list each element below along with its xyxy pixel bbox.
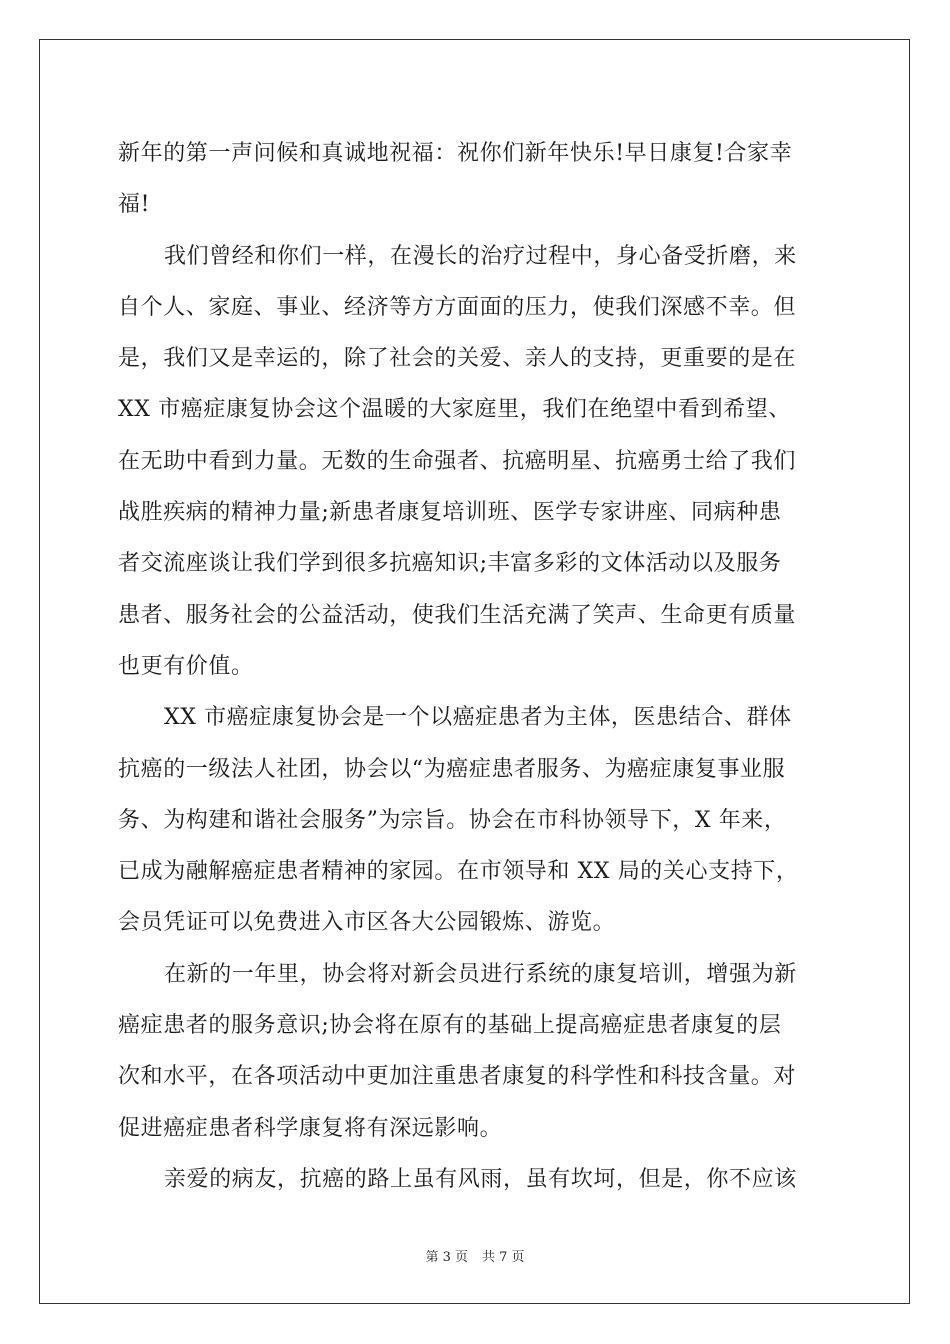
text-line: 次和水平，在各项活动中更加注重患者康复的科学性和科技含量。对 xyxy=(118,1064,797,1090)
text-line: 已成为融解癌症患者精神的家园。在市领导和 XX 局的关心支持下， xyxy=(118,859,799,885)
text-line: 患者、服务社会的公益活动，使我们生活充满了笑声、生命更有质量 xyxy=(118,602,797,628)
text-line: 促进癌症患者科学康复将有深远影响。 xyxy=(118,1115,503,1141)
text-line: 抗癌的一级法人社团，协会以“为癌症患者服务、为癌症康复事业服 xyxy=(118,756,786,782)
text-line: 战胜疾病的精神力量;新患者康复培训班、医学专家讲座、同病种患 xyxy=(118,500,782,526)
document-body xyxy=(118,128,833,1205)
text-line: 新年的第一声问候和真诚地祝福：祝你们新年快乐!早日康复!合家幸 xyxy=(118,141,793,166)
text-line: 是，我们又是幸运的，除了社会的关爱、亲人的支持，更重要的是在 xyxy=(118,346,797,372)
text-line: 者交流座谈让我们学到很多抗癌知识;丰富多彩的文体活动以及服务 xyxy=(118,551,782,577)
page-number: 第 3 页 xyxy=(425,1250,468,1265)
text-line: 也更有价值。 xyxy=(118,653,254,679)
paragraph-start-line: 我们曾经和你们一样，在漫长的治疗过程中，身心备受折磨，来 xyxy=(164,243,797,269)
page-footer xyxy=(0,1246,950,1265)
text-line: 会员凭证可以免费进入市区各大公园锻炼、游览。 xyxy=(118,910,616,936)
text-line: 在无助中看到力量。无数的生命强者、抗癌明星、抗癌勇士给了我们 xyxy=(118,448,797,474)
paragraph-start-line: XX 市癌症康复协会是一个以癌症患者为主体，医患结合、群体 xyxy=(164,705,792,731)
text-line: 自个人、家庭、事业、经济等方方面面的压力，使我们深感不幸。但 xyxy=(118,294,797,320)
page-total: 共 7 页 xyxy=(482,1250,525,1265)
text-line: 福! xyxy=(118,192,151,218)
paragraph-start-line: 亲爱的病友，抗癌的路上虽有风雨，虽有坎坷，但是，你不应该 xyxy=(164,1166,797,1192)
paragraph-start-line: 在新的一年里，协会将对新会员进行系统的康复培训，增强为新 xyxy=(164,961,797,987)
text-line: XX 市癌症康复协会这个温暖的大家庭里，我们在绝望中看到希望、 xyxy=(118,397,791,423)
text-line: 癌症患者的服务意识;协会将在原有的基础上提高癌症患者康复的层 xyxy=(118,1013,782,1039)
text-line: 务、为构建和谐社会服务”为宗旨。协会在市科协领导下，X 年来， xyxy=(118,807,787,833)
